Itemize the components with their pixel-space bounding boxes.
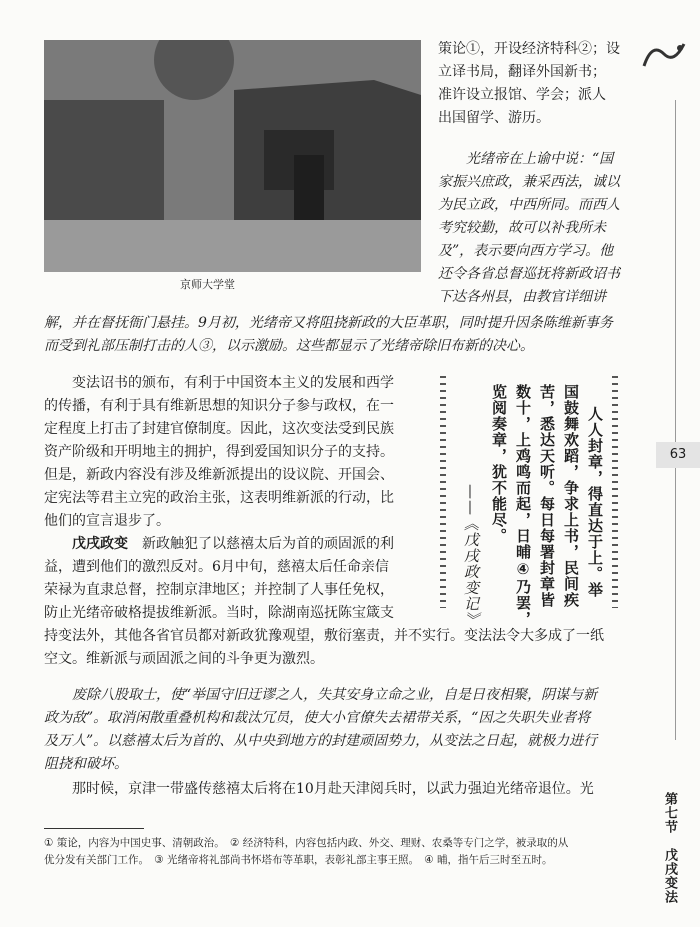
- sidebar-column: 苦，悉达天听。每日每署封章皆: [538, 384, 556, 608]
- text-line: 定宪法等君主立宪的政治主张，这表明维新派的行动，比: [44, 490, 394, 506]
- footnote-line: 优分发有关部门工作。 ③ 光绪帝将礼部尚书怀塔布等革职，表彰礼部主事王照。 ④ 晡，指午后三时至五时。: [44, 854, 553, 866]
- footnote-rule: [44, 828, 144, 829]
- paragraph-rumor: [44, 778, 636, 801]
- text-line: 政为敌”。取消闲散重叠机构和裁汰冗员，使大小官僚失去裙带关系，“因之失职失业者将: [44, 710, 591, 726]
- text-line: 他们的宣言退步了。: [44, 513, 170, 529]
- text-line: 持变法外，其他各省官员都对新政犹豫观望，敷衍塞责，并不实行。变法法令大多成了一纸: [44, 628, 604, 644]
- text-line: 出国留学、游历。: [438, 110, 550, 126]
- sidebar-column: 人人封章，得直达于上。举: [586, 406, 604, 598]
- section-heading: 戊戌政变: [72, 536, 128, 552]
- page-number: 63: [656, 442, 700, 468]
- text-line: 但是，新政内容没有涉及维新派提出的设议院、开国会、: [44, 467, 394, 483]
- paragraph-coup: [44, 533, 436, 625]
- text-line: 光绪帝在上谕中说：“国: [466, 151, 614, 167]
- quote-full-text: [44, 312, 636, 358]
- text-line: 阻挠和破坏。: [44, 756, 128, 772]
- dotted-border-left: [440, 376, 446, 608]
- dotted-border-right: [612, 376, 618, 608]
- dragon-ornament-icon: [640, 36, 688, 76]
- sidebar-column: 数十，上鸡鸣而起，日晡④乃罢，: [514, 384, 532, 627]
- chapter-label: 第七节 戊戌变法: [662, 792, 677, 904]
- text-line: 考究较勤，故可以补我所未: [438, 220, 606, 236]
- text-line: 家振兴庶政，兼采西法，诚以: [438, 174, 620, 190]
- text-line: 益，遭到他们的激烈反对。6月中旬，慈禧太后任命亲信: [44, 559, 389, 575]
- text-line: 定程度上打击了封建官僚制度。因此，这次变法受到民族: [44, 421, 394, 437]
- footnote-line: ① 策论，内容为中国史事、清朝政治。 ② 经济特科，内容包括内政、外交、理财、农桑等专门之学，被录取的从: [44, 837, 569, 849]
- text-line: 资产阶级和开明地主的拥护，得到爱国知识分子的支持。: [44, 444, 394, 460]
- text-line: 的传播，有利于具有维新思想的知识分子参与政权，在一: [44, 398, 394, 414]
- text-line: 下达各州县，由教官详细讲: [438, 289, 606, 305]
- text-line: 策论①，开设经济特科②；设: [438, 41, 620, 57]
- text-line: 防止光绪帝破格提拔维新派。当时，除湖南巡抚陈宝箴支: [44, 605, 394, 621]
- sidebar-column: 国鼓舞欢蹈，争求上书，民间疾: [562, 384, 580, 608]
- text-line: 那时候，京津一带盛传慈禧太后将在10月赴天津阅兵时，以武力强迫光绪帝退位。光: [72, 781, 594, 797]
- text-line: 为民立政，中西所同。而西人: [438, 197, 620, 213]
- footnotes: [44, 835, 644, 869]
- text-line: 立译书局，翻译外国新书；: [438, 64, 606, 80]
- text-line: 还令各省总督巡抚将新政诏书: [438, 266, 620, 282]
- text-line: 而受到礼部压制打击的人③，以示激励。这些都显示了光绪帝除旧布新的决心。: [44, 338, 534, 354]
- photo-caption: 京师大学堂: [180, 278, 235, 291]
- text-line: 解，并在督抚衙门悬挂。9月初，光绪帝又将阻挠新政的大臣革职，同时提升因条陈维新事务: [44, 315, 613, 331]
- text-line: 准许设立报馆、学会；派人: [438, 87, 606, 103]
- sidebar-column: 览阅奏章，犹不能尽。: [490, 384, 508, 544]
- text-line: 空文。维新派与顽固派之间的斗争更为激烈。: [44, 651, 324, 667]
- photo-imperial-university: [44, 40, 421, 272]
- quote-abolish-exam: [44, 684, 636, 776]
- sidebar-quote: [448, 376, 618, 628]
- text-line: 新政触犯了以慈禧太后为首的顽固派的利: [142, 536, 394, 552]
- side-rule: [675, 100, 676, 740]
- paragraph-reform-effects: [44, 372, 436, 533]
- text-line: 变法诏书的颁布，有利于中国资本主义的发展和西学: [72, 375, 394, 391]
- text-line: 荣禄为直隶总督，控制京津地区；并控制了人事任免权，: [44, 582, 394, 598]
- top-right-text: [438, 38, 638, 130]
- quote-right-text: [438, 148, 638, 309]
- text-line: 及”，表示要向西方学习。他: [438, 243, 614, 259]
- paragraph-coup-full: [44, 625, 636, 671]
- text-line: 废除八股取士，使“举国守旧迂谬之人，失其安身立命之业，自是日夜相聚，阴谋与新: [72, 687, 598, 703]
- sidebar-source: ——《戊戌政变记》: [462, 484, 480, 628]
- text-line: 及万人”。以慈禧太后为首的、从中央到地方的封建顽固势力，从变法之日起，就极力进行: [44, 733, 598, 749]
